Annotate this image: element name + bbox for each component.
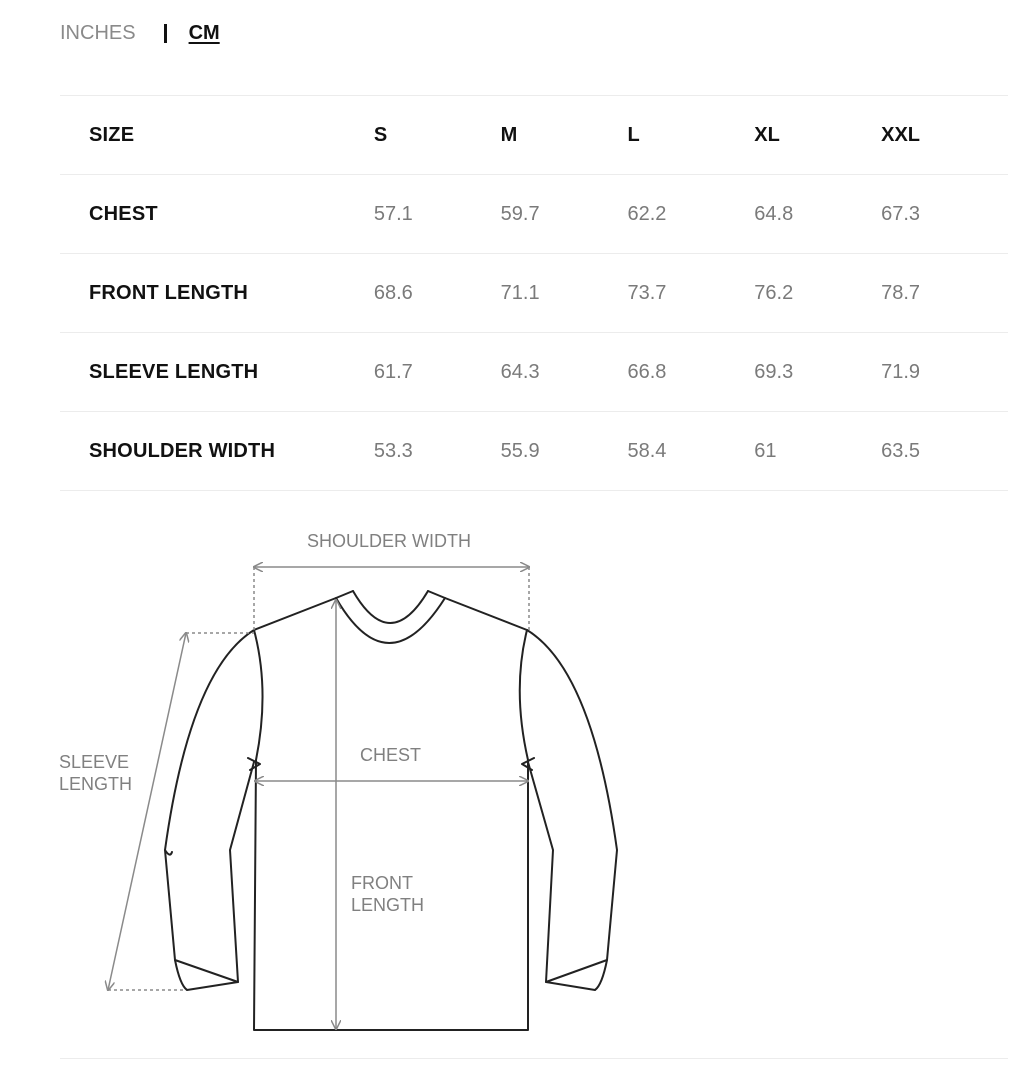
measurement-guides: [108, 567, 529, 1029]
diagram-label-front-length: [351, 872, 424, 916]
table-cell: 71.9: [881, 333, 1008, 412]
table-cell: 61.7: [374, 333, 501, 412]
diagram-label-front-line1: FRONT: [351, 873, 413, 893]
table-cell: 64.8: [754, 175, 881, 254]
header-size: SIZE: [60, 96, 374, 175]
diagram-label-sleeve-line2: LENGTH: [59, 774, 133, 794]
table-cell: 57.1: [374, 175, 501, 254]
table-cell: 58.4: [627, 412, 754, 491]
table-cell: 61: [754, 412, 881, 491]
table-cell: 68.6: [374, 254, 501, 333]
header-size-l: L: [627, 96, 754, 175]
diagram-label-sleeve-length: [59, 751, 132, 795]
table-cell: 71.1: [501, 254, 628, 333]
table-cell: 64.3: [501, 333, 628, 412]
row-label: FRONT LENGTH: [60, 254, 374, 333]
header-size-xxl: XXL: [881, 96, 1008, 175]
table-cell: 63.5: [881, 412, 1008, 491]
unit-inches-button[interactable]: INCHES: [60, 22, 136, 44]
row-label: SHOULDER WIDTH: [60, 412, 374, 491]
table-cell: 66.8: [627, 333, 754, 412]
row-label: SLEEVE LENGTH: [60, 333, 374, 412]
shirt-outline: [165, 591, 617, 1030]
table-cell: 59.7: [501, 175, 628, 254]
table-cell: 76.2: [754, 254, 881, 333]
diagram-label-chest: CHEST: [360, 745, 422, 765]
diagram-label-front-line2: LENGTH: [351, 895, 425, 915]
table-cell: 62.2: [627, 175, 754, 254]
table-cell: 73.7: [627, 254, 754, 333]
header-size-xl: XL: [754, 96, 881, 175]
header-size-m: M: [501, 96, 628, 175]
table-cell: 67.3: [881, 175, 1008, 254]
bottom-divider: [60, 1058, 1008, 1059]
table-cell: 69.3: [754, 333, 881, 412]
diagram-label-sleeve-line1: SLEEVE: [59, 752, 130, 772]
row-label: CHEST: [60, 175, 374, 254]
header-size-s: S: [374, 96, 501, 175]
table-cell: 53.3: [374, 412, 501, 491]
table-cell: 55.9: [501, 412, 628, 491]
unit-cm-button[interactable]: CM: [188, 22, 220, 44]
table-cell: 78.7: [881, 254, 1008, 333]
diagram-label-shoulder-width: SHOULDER WIDTH: [307, 531, 472, 551]
